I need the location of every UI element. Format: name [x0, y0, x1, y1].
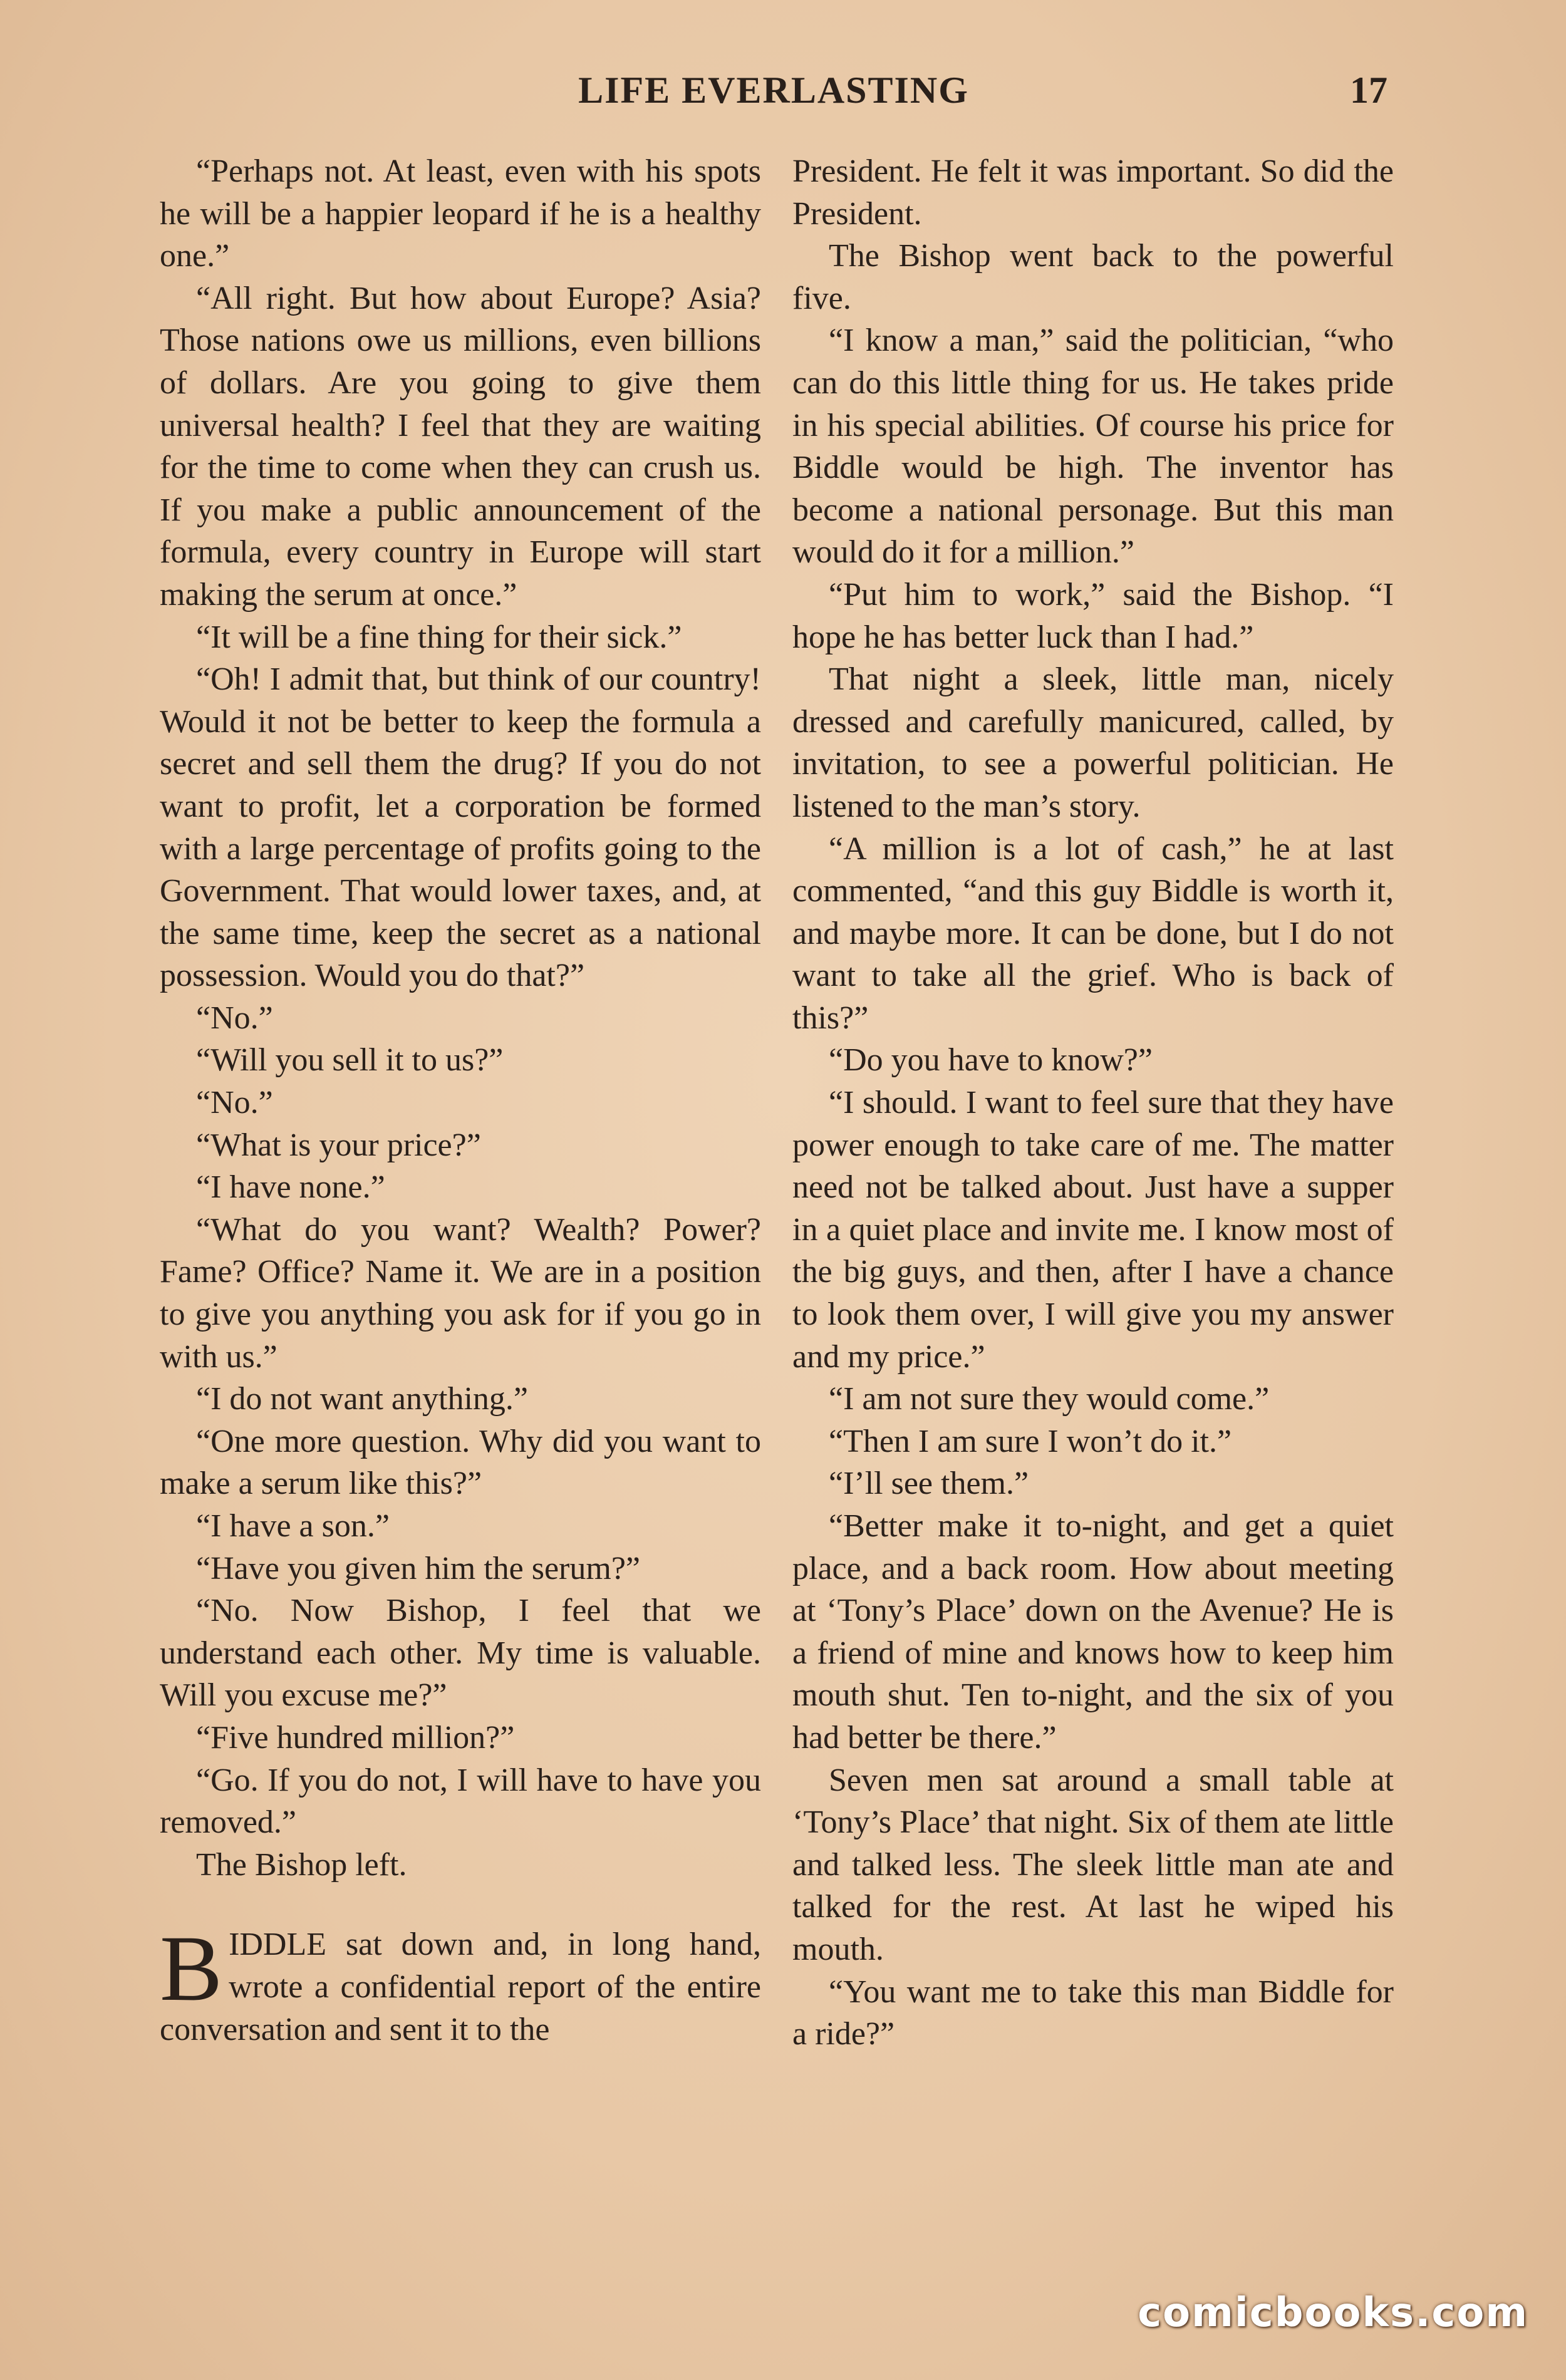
section-start-text: IDDLE sat down and, in long hand, wrote a confidential report of the entire conversation and sent it to the	[160, 1927, 761, 2047]
page-header	[160, 69, 1387, 125]
paragraph: “Better make it to-night, and get a quiet place, and a back room. How about meeting at ‘Tony’s Place’ down on the Avenue? He is a friend of mine and knows how to keep him mouth shut. Ten to-night, and the six of you had better be there.”	[792, 1508, 1394, 1756]
paragraph: The Bishop left.	[196, 1846, 407, 1883]
paragraph: “I do not want anything.”	[196, 1381, 528, 1417]
drop-cap: B	[160, 1917, 223, 2021]
paragraph: “It will be a fine thing for their sick.”	[196, 619, 682, 655]
paragraph: “Five hundred million?”	[196, 1719, 515, 1756]
paragraph: That night a sleek, little man, nicely dressed and carefully manicured, called, by invitation, to see a powerful politician. He listened to the man’s story.	[792, 661, 1394, 824]
section-start-paragraph	[160, 1917, 761, 2051]
paragraph: “I’ll see them.”	[829, 1466, 1029, 1502]
paragraph: “Have you given him the serum?”	[196, 1550, 640, 1586]
paragraph: The Bishop went back to the powerful five.	[792, 238, 1394, 316]
paragraph: “No. Now Bishop, I feel that we understand each other. My time is valuable. Will you excuse me?”	[160, 1593, 761, 1714]
paragraph: “What is your price?”	[196, 1127, 481, 1163]
paragraph: “I know a man,” said the politician, “who can do this little thing for us. He takes pride in his special abilities. Of course his price for Biddle would be high. The inventor has become a national personage. But this man would do it for a million.”	[792, 323, 1394, 571]
paragraph: “A million is a lot of cash,” he at last commented, “and this guy Biddle is worth it, and maybe more. It can be done, but I do not want to take all the grief. Who is back of this?”	[792, 830, 1394, 1036]
right-column	[792, 150, 1394, 2056]
paragraph: “Do you have to know?”	[829, 1042, 1153, 1079]
paragraph: “I am not sure they would come.”	[829, 1381, 1270, 1417]
paragraph: “Oh! I admit that, but think of our country! Would it not be better to keep the formula a secret and sell them the drug? If you do not want to profit, let a corporation be formed with a large percentage of profits going to the Government. That would lower taxes, and, at the same time, keep the secret as a national possession. Would you do that?”	[160, 661, 761, 994]
paragraph: “Put him to work,” said the Bishop. “I hope he has better luck than I had.”	[792, 576, 1394, 655]
paragraph: “No.”	[196, 1000, 273, 1036]
paragraph: “Then I am sure I won’t do it.”	[829, 1423, 1232, 1459]
left-column	[160, 150, 761, 2051]
paragraph: “I should. I want to feel sure that they have power enough to take care of me. The matter need not be talked about. Just have a supper in a quiet place and invite me. I know most of the big guys, and then, after I have a chance to look them over, I will give you my answer and my price.”	[792, 1085, 1394, 1375]
running-title: LIFE EVERLASTING	[578, 70, 969, 111]
paragraph: Seven men sat around a small table at ‘Tony’s Place’ that night. Six of them ate little and talked less. The sleek little man ate and talked for the rest. At last he wiped his mouth.	[792, 1762, 1394, 1967]
paragraph-continuation: President. He felt it was important. So did the President.	[792, 153, 1394, 232]
site-watermark: comicbooks.com	[1138, 2290, 1528, 2336]
paragraph: “No.”	[196, 1085, 273, 1121]
paragraph: “All right. But how about Europe? Asia? Those nations owe us millions, even billions of dollars. Are you going to give them universal health? I feel that they are waiting for the time to come when they can crush us. If you make a public announcement of the formula, every country in Europe will start making the serum at once.”	[160, 280, 761, 613]
paragraph: “You want me to take this man Biddle for a ride?”	[792, 1974, 1394, 2052]
paragraph: “One more question. Why did you want to make a serum like this?”	[160, 1423, 761, 1502]
paragraph: “Go. If you do not, I will have to have you removed.”	[160, 1762, 761, 1841]
paragraph: “Will you sell it to us?”	[196, 1042, 504, 1079]
paragraph: “Perhaps not. At least, even with his spots he will be a happier leopard if he is a healthy one.”	[160, 153, 761, 274]
paragraph: “What do you want? Wealth? Power? Fame? Office? Name it. We are in a position to give you anything you ask for if you go in with us.”	[160, 1211, 761, 1375]
paragraph: “I have a son.”	[196, 1508, 390, 1544]
page-number: 17	[1350, 70, 1387, 111]
paragraph: “I have none.”	[196, 1169, 385, 1206]
